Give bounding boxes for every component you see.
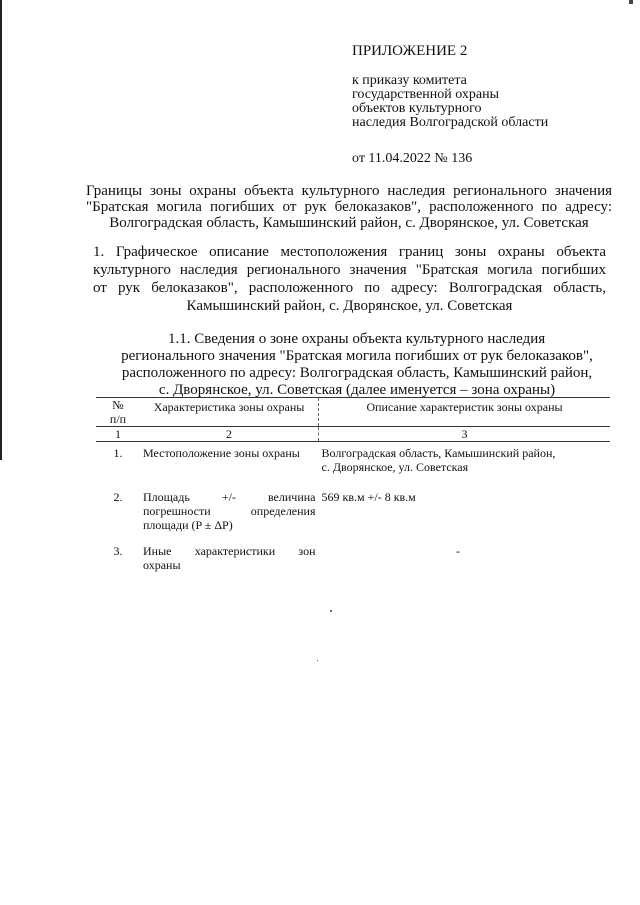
row-num: 2.	[113, 490, 123, 504]
annex-title: ПРИЛОЖЕНИЕ 2	[352, 43, 468, 59]
row-description: -	[456, 544, 460, 558]
section-1-line: Камышинский район, с. Дворянское, ул. Советская	[186, 298, 513, 314]
row-characteristic: Местоположение зоны охраны	[143, 446, 300, 460]
row-characteristic-line: площади (P ± ΔP)	[143, 518, 233, 532]
column-number: 2	[140, 427, 319, 442]
row-characteristic-line: Площадь +/- величина погрешности определения	[143, 490, 316, 518]
row-description-line: Волгоградская область, Камышинский район,	[321, 446, 556, 460]
section-1-heading	[93, 243, 606, 315]
section-1-line: 1. Графическое описание местоположения границ зоны охраны объекта	[93, 244, 606, 260]
title-line: Границы зоны охраны объекта культурного наследия регионального значения	[86, 183, 612, 199]
header-description: Описание характеристик зоны охраны	[319, 398, 611, 427]
column-numbers-row	[96, 427, 610, 442]
section-1-1-line: с. Дворянское, ул. Советская (далее именуется – зона охраны)	[158, 382, 556, 398]
header-num	[96, 398, 140, 427]
row-description	[319, 442, 611, 491]
row-num: 1.	[113, 446, 123, 460]
row-num: 3.	[113, 544, 123, 558]
document-title	[86, 183, 612, 231]
annex-date: от 11.04.2022 № 136	[352, 151, 473, 166]
table-row	[96, 544, 610, 572]
header-num-line2: п/п	[109, 412, 127, 426]
scan-speck	[330, 610, 332, 612]
protection-zone-table	[96, 397, 610, 572]
row-description-line: с. Дворянское, ул. Советская	[321, 460, 469, 474]
scan-speck	[317, 660, 318, 661]
section-1-1-heading	[106, 331, 608, 399]
row-description: 569 кв.м +/- 8 кв.м	[321, 490, 416, 504]
column-number: 3	[319, 427, 611, 442]
title-line: "Братская могила погибших от рук белоказаков", расположенного по адресу:	[86, 199, 612, 215]
title-line: Волгоградская область, Камышинский район, с. Дворянское, ул. Советская	[109, 215, 589, 231]
scan-corner-mark	[629, 0, 633, 4]
table-header-row	[96, 398, 610, 427]
annex-line: к приказу комитета	[352, 73, 467, 88]
annex-line: объектов культурного	[352, 101, 482, 116]
annex-line: наследия Волгоградской области	[352, 115, 549, 130]
annex-line: государственной охраны	[352, 87, 500, 102]
section-1-1-line: 1.1. Сведения о зоне охраны объекта культурного наследия	[168, 331, 546, 347]
row-characteristic-line: Иные характеристики зон	[143, 544, 316, 558]
section-1-1-line: регионального значения "Братская могила погибших от рук белоказаков",	[121, 348, 593, 364]
annex-block	[352, 44, 622, 166]
row-characteristic-line: охраны	[143, 558, 181, 572]
table-row	[96, 490, 610, 544]
row-characteristic	[140, 490, 319, 544]
row-characteristic	[140, 544, 319, 572]
section-1-line: от рук белоказаков", расположенного по адресу: Волгоградская область,	[93, 280, 606, 296]
header-num-line1: №	[112, 398, 124, 412]
section-1-1-line: расположенного по адресу: Волгоградская область, Камышинский район,	[121, 365, 593, 381]
scan-edge-line	[0, 0, 2, 460]
section-1-line: культурного наследия регионального значения "Братская могила погибших	[93, 262, 606, 278]
table-row	[96, 442, 610, 491]
column-number: 1	[96, 427, 140, 442]
header-characteristic: Характеристика зоны охраны	[140, 398, 319, 427]
